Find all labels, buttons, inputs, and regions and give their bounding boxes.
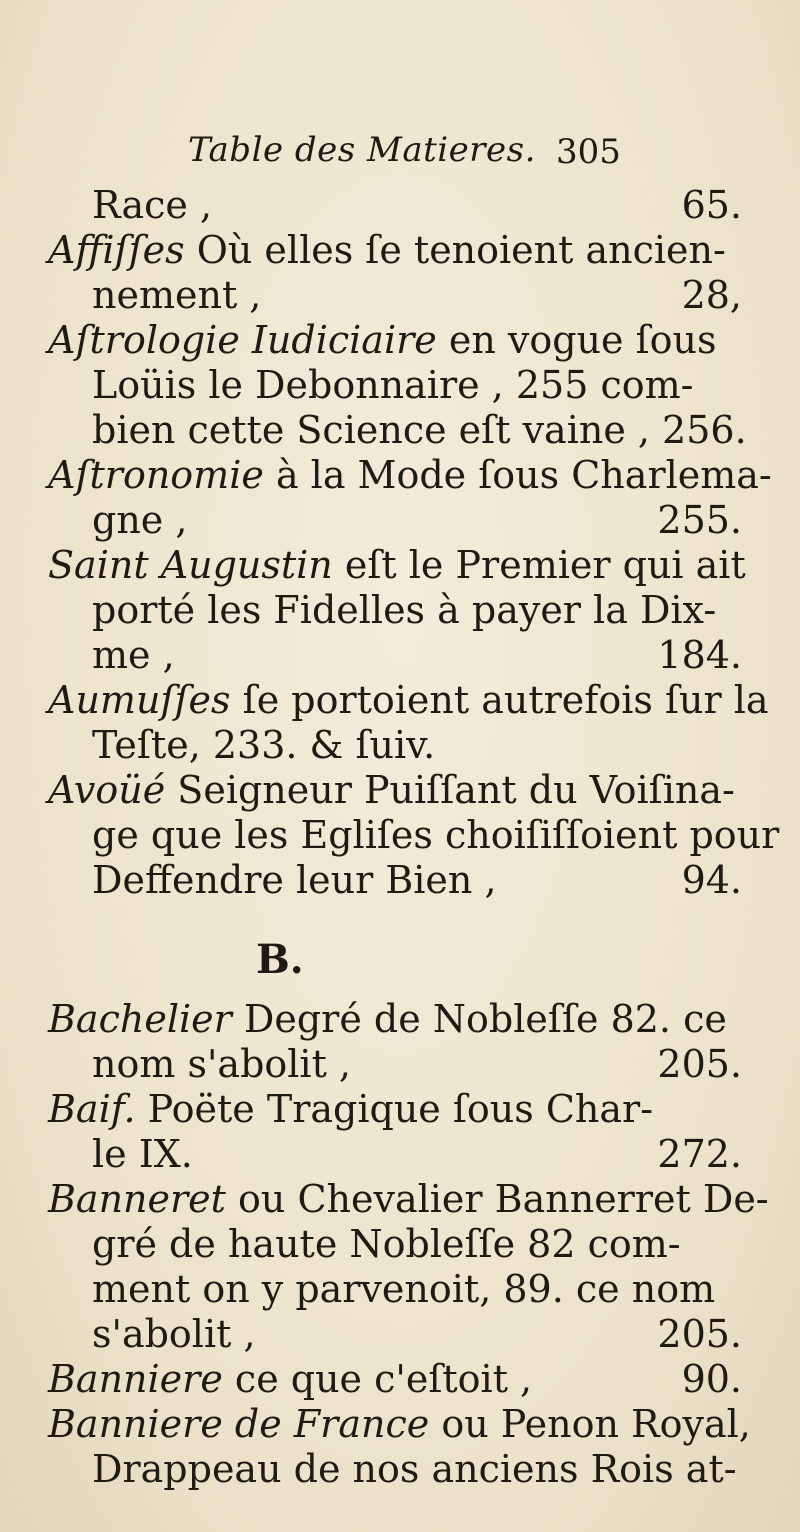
index-line bbox=[0, 1357, 800, 1402]
line-text bbox=[48, 1402, 751, 1447]
line-text bbox=[48, 1177, 769, 1222]
entry-text: le IX. bbox=[92, 1132, 193, 1176]
page-reference: 272. bbox=[657, 1132, 742, 1176]
index-line bbox=[0, 633, 800, 678]
running-title: Table des Matieres. bbox=[188, 130, 536, 170]
index-line bbox=[0, 1447, 800, 1492]
line-text bbox=[92, 1222, 681, 1267]
index-line bbox=[0, 588, 800, 633]
line-text bbox=[92, 633, 175, 678]
line-text bbox=[48, 1357, 532, 1402]
index-line bbox=[0, 1312, 800, 1357]
entry-keyword: Avoüé bbox=[48, 768, 166, 812]
line-text bbox=[48, 453, 772, 498]
page-number: 305 bbox=[556, 132, 621, 172]
line-text bbox=[92, 588, 716, 633]
line-text bbox=[48, 997, 727, 1042]
index-line bbox=[0, 408, 800, 453]
line-text bbox=[92, 363, 694, 408]
line-text bbox=[92, 1312, 256, 1357]
index-line bbox=[0, 273, 800, 318]
index-line bbox=[0, 1042, 800, 1087]
entry-keyword: Saint Augustin bbox=[48, 543, 333, 587]
line-text bbox=[48, 228, 726, 273]
line-text bbox=[48, 1087, 653, 1132]
line-text bbox=[48, 543, 746, 588]
index-line bbox=[0, 1222, 800, 1267]
line-text bbox=[92, 498, 187, 543]
index-entries bbox=[0, 183, 800, 1492]
index-line bbox=[0, 997, 800, 1042]
index-line bbox=[0, 1177, 800, 1222]
entry-text: nom s'abolit , bbox=[92, 1042, 352, 1086]
page-reference: 205. bbox=[657, 1312, 742, 1356]
entry-text: gne , bbox=[92, 498, 188, 542]
entry-text: Teſte, 233. & ſuiv. bbox=[92, 723, 436, 767]
index-line bbox=[0, 498, 800, 543]
page-header bbox=[0, 130, 800, 180]
entry-text: me , bbox=[92, 633, 175, 677]
entry-text: s'abolit , bbox=[92, 1312, 256, 1356]
index-line bbox=[0, 318, 800, 363]
entry-text: Deffendre leur Bien , bbox=[92, 858, 497, 902]
entry-text: bien cette Science eſt vaine , 256. bbox=[92, 408, 747, 452]
page-reference: 65. bbox=[681, 183, 742, 227]
index-line bbox=[0, 1132, 800, 1177]
page-reference: 184. bbox=[657, 633, 742, 677]
page-reference: 28, bbox=[681, 273, 742, 317]
section-heading bbox=[0, 903, 800, 997]
entries-letter-b bbox=[0, 997, 800, 1492]
line-text bbox=[92, 1132, 193, 1177]
entry-text: ge que les Egliſes choiſiſſoient pour bbox=[92, 813, 780, 857]
entry-keyword: Bachelier bbox=[48, 997, 232, 1041]
index-line bbox=[0, 723, 800, 768]
entry-keyword: Aumuſſes bbox=[48, 678, 231, 722]
entry-text: à la Mode ſous Charlema- bbox=[263, 453, 772, 497]
line-text bbox=[48, 678, 769, 723]
index-line bbox=[0, 453, 800, 498]
index-line bbox=[0, 1267, 800, 1312]
entry-text: Drappeau de nos anciens Rois at- bbox=[92, 1447, 737, 1491]
index-line bbox=[0, 543, 800, 588]
entry-keyword: Affiſſes bbox=[48, 228, 185, 272]
line-text bbox=[92, 408, 747, 453]
line-text bbox=[48, 318, 717, 363]
entry-keyword: Banneret bbox=[48, 1177, 226, 1221]
line-text bbox=[92, 273, 261, 318]
index-line bbox=[0, 768, 800, 813]
line-text bbox=[92, 858, 497, 903]
entry-text: nement , bbox=[92, 273, 262, 317]
entry-keyword: Aſtronomie bbox=[48, 453, 264, 497]
line-text bbox=[92, 813, 779, 858]
entry-text: porté les Fidelles à payer la Dix- bbox=[92, 588, 717, 632]
index-line bbox=[0, 228, 800, 273]
line-text bbox=[92, 1042, 351, 1087]
index-line bbox=[0, 363, 800, 408]
page-reference: 205. bbox=[657, 1042, 742, 1086]
entry-text: eſt le Premier qui ait bbox=[332, 543, 746, 587]
line-text bbox=[92, 723, 435, 768]
line-text bbox=[92, 1267, 715, 1312]
entry-text: Race , bbox=[92, 183, 213, 227]
entries-letter-a bbox=[0, 183, 800, 903]
index-line bbox=[0, 813, 800, 858]
entry-text: Degré de Nobleſſe 82. ce bbox=[231, 997, 727, 1041]
entry-text: ment on y parvenoit, 89. ce nom bbox=[92, 1267, 716, 1311]
line-text bbox=[48, 768, 735, 813]
index-line bbox=[0, 678, 800, 723]
entry-text: Loüis le Debonnaire , 255 com- bbox=[92, 363, 694, 407]
entry-text: gré de haute Nobleſſe 82 com- bbox=[92, 1222, 681, 1266]
entry-text: ſe portoient autrefois ſur la bbox=[230, 678, 769, 722]
entry-keyword: Aſtrologie Iudiciaire bbox=[48, 318, 437, 362]
entry-text: Où elles ſe tenoient ancien- bbox=[184, 228, 726, 272]
page-reference: 94. bbox=[681, 858, 742, 902]
entry-text: en vogue ſous bbox=[436, 318, 717, 362]
page-reference: 255. bbox=[657, 498, 742, 542]
entry-keyword: Banniere bbox=[48, 1357, 223, 1401]
line-text bbox=[92, 183, 212, 228]
entry-text: ou Penon Royal, bbox=[429, 1402, 751, 1446]
entry-text: Seigneur Puiſſant du Voiſina- bbox=[165, 768, 735, 812]
section-letter: B. bbox=[256, 936, 304, 983]
index-line bbox=[0, 858, 800, 903]
entry-text: Poëte Tragique ſous Char- bbox=[135, 1087, 654, 1131]
entry-keyword: Baif. bbox=[48, 1087, 136, 1131]
entry-keyword: Banniere de France bbox=[48, 1402, 430, 1446]
entry-text: ou Chevalier Bannerret De- bbox=[225, 1177, 769, 1221]
entry-text: ce que c'eſtoit , bbox=[222, 1357, 533, 1401]
index-line bbox=[0, 183, 800, 228]
index-line bbox=[0, 1087, 800, 1132]
page-reference: 90. bbox=[681, 1357, 742, 1401]
line-text bbox=[92, 1447, 737, 1492]
index-line bbox=[0, 1402, 800, 1447]
